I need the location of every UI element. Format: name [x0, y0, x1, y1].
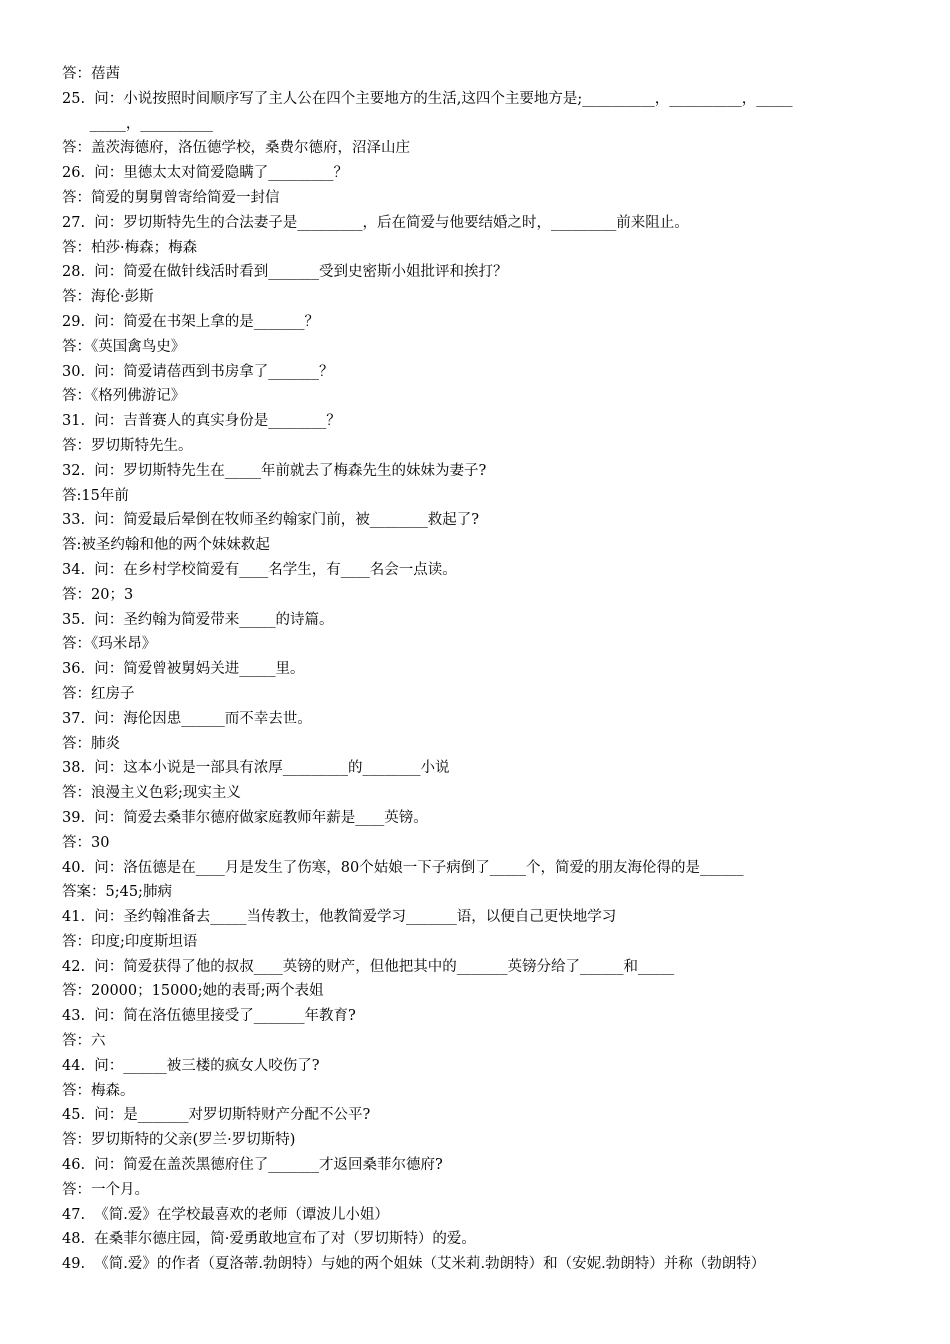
text-line: 答：《格列佛游记》 [62, 388, 186, 405]
text-line: 答：《玛米昂》 [62, 636, 157, 653]
text-line: 26. 问：里德太太对简爱隐瞒了_________？ [62, 165, 349, 182]
text-line: 答:被圣约翰和他的两个妹妹救起 [62, 537, 270, 554]
text-line: 答：浪漫主义色彩;现实主义 [62, 785, 241, 802]
text-line: 43. 问：简在洛伍德里接受了_______年教育? [62, 1008, 356, 1025]
text-line: 答：印度;印度斯坦语 [62, 933, 198, 950]
text-line: 47. 《简.爱》在学校最喜欢的老师（谭波儿小姐） [62, 1206, 389, 1223]
text-line: 44. 问：______被三楼的疯女人咬伤了? [62, 1057, 320, 1074]
text-line: 答：海伦·彭斯 [62, 289, 154, 306]
text-line: 答：红房子 [62, 685, 135, 702]
text-line: 41. 问：圣约翰准备去_____当传教士，他教简爱学习_______语，以便自己更快地学习 [62, 909, 617, 926]
text-line: _____，__________ [62, 115, 213, 132]
text-line: 答：六 [62, 1033, 106, 1050]
text-line: 33. 问：简爱最后晕倒在牧师圣约翰家门前，被________救起了? [62, 512, 480, 529]
text-line: 35. 问：圣约翰为简爱带来_____的诗篇。 [62, 611, 334, 628]
text-line: 39. 问：简爱去桑菲尔德府做家庭教师年薪是____英镑。 [62, 809, 428, 826]
text-line: 34. 问：在乡村学校简爱有____名学生，有____名会一点读。 [62, 561, 457, 578]
document-page [62, 62, 892, 1277]
text-line: 48. 在桑菲尔德庄园，简·爱勇敢地宣布了对（罗切斯特）的爱。 [62, 1231, 476, 1248]
text-line: 42. 问：简爱获得了他的叔叔____英镑的财产，但他把其中的_______英镑分给了______和_____ [62, 958, 675, 975]
text-line: 31. 问：吉普赛人的真实身份是________？ [62, 413, 341, 430]
text-line: 32. 问：罗切斯特先生在_____年前就去了梅森先生的妹妹为妻子? [62, 462, 487, 479]
text-line: 答案：5;45;肺病 [62, 884, 172, 901]
text-line: 答：20000；15000;她的表哥;两个表姐 [62, 983, 324, 1000]
text-line: 38. 问：这本小说是一部具有浓厚_________的________小说 [62, 760, 450, 777]
text-line: 答：梅森。 [62, 1082, 135, 1099]
text-line: 49. 《简.爱》的作者（夏洛蒂.勃朗特）与她的两个姐妹（艾米莉.勃朗特）和（安妮.勃朗特）并称（勃朗特） [62, 1256, 766, 1273]
text-line: 答：20；3 [62, 586, 134, 603]
text-line: 30. 问：简爱请蓓西到书房拿了_______？ [62, 363, 334, 380]
text-line: 45. 问：是_______对罗切斯特财产分配不公平? [62, 1107, 371, 1124]
text-line: 28. 问：简爱在做针线活时看到_______受到史密斯小姐批评和挨打？ [62, 264, 508, 281]
text-line: 答：肺炎 [62, 735, 120, 752]
text-line: 答：罗切斯特的父亲(罗兰·罗切斯特) [62, 1132, 296, 1149]
text-line: 答：简爱的舅舅曾寄给简爱一封信 [62, 189, 280, 206]
text-line: 27. 问：罗切斯特先生的合法妻子是_________，后在简爱与他要结婚之时，_________前来阻止。 [62, 214, 689, 231]
text-line: 答：盖茨海德府，洛伍德学校，桑费尔德府，沼泽山庄 [62, 140, 410, 157]
text-line: 答：蓓茜 [62, 66, 120, 82]
text-line: 29. 问：简爱在书架上拿的是_______？ [62, 313, 320, 330]
text-line: 答：柏莎·梅森；梅森 [62, 239, 198, 256]
text-line: 37. 问：海伦因患______而不幸去世。 [62, 710, 312, 727]
text-line: 46. 问：简爱在盖茨黑德府住了_______才返回桑菲尔德府? [62, 1157, 443, 1174]
text-line: 40. 问：洛伍德是在____月是发生了伤寒，80个姑娘一下子病倒了_____个，简爱的朋友海伦得的是______ [62, 859, 744, 876]
text-line: 答：罗切斯特先生。 [62, 437, 193, 454]
text-line: 答:15年前 [62, 487, 129, 504]
text-line: 答：一个月。 [62, 1181, 149, 1198]
text-line: 25. 问：小说按照时间顺序写了主人公在四个主要地方的生活,这四个主要地方是;__________，__________，_____ [62, 90, 793, 107]
text-line: 答：《英国禽鸟史》 [62, 338, 186, 355]
text-line: 答：30 [62, 834, 110, 851]
text-line: 36. 问：简爱曾被舅妈关进_____里。 [62, 661, 305, 678]
